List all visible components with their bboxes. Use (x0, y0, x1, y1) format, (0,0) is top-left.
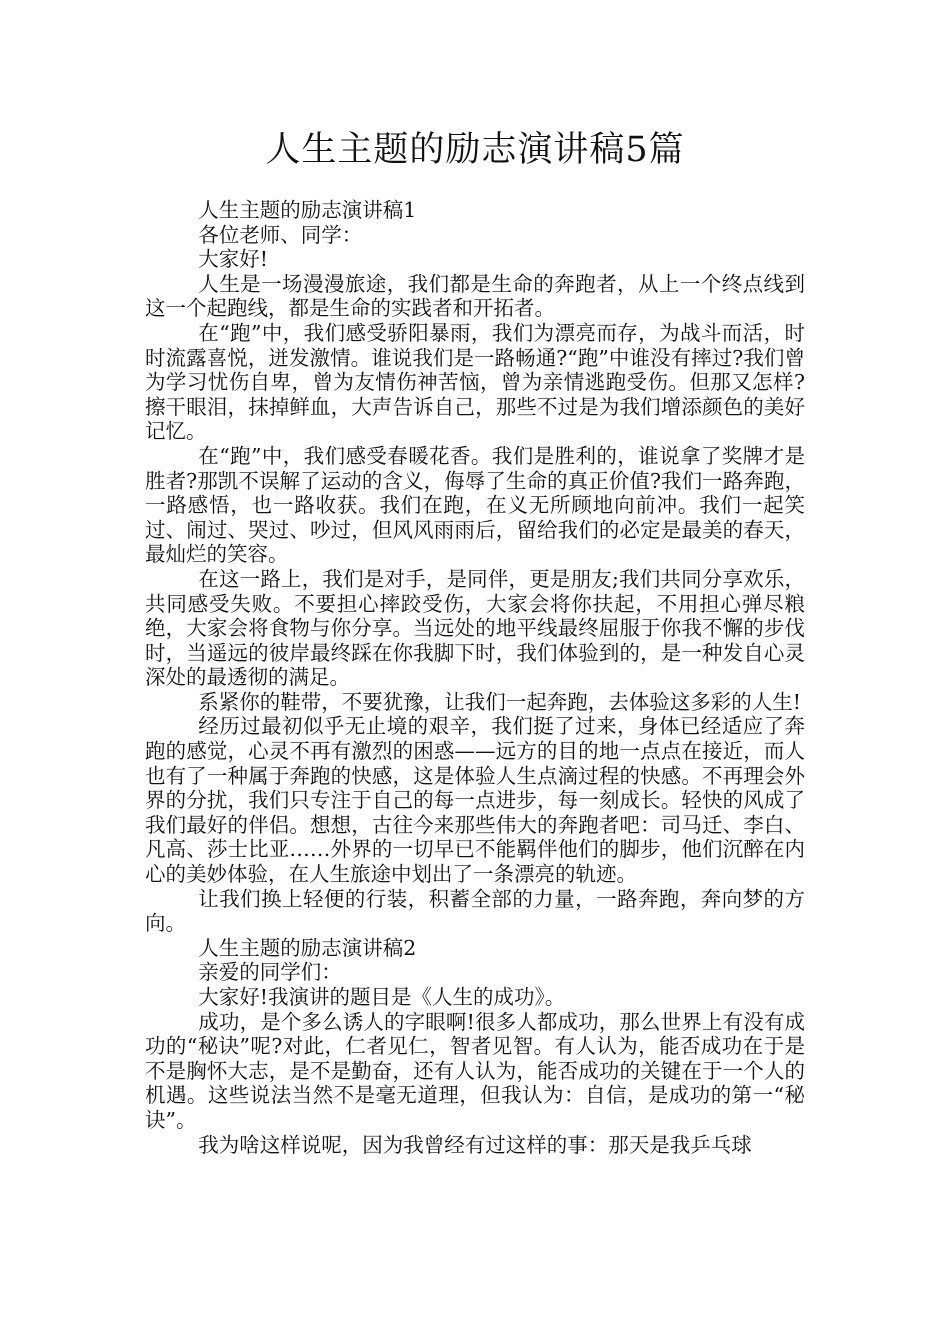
section-heading-1: 人生主题的励志演讲稿1 (198, 198, 417, 222)
greeting: 大家好! (198, 247, 269, 272)
body-paragraph: 让我们换上轻便的行装，积蓄全部的力量，一路奔跑，奔向梦的方向。 (145, 886, 805, 936)
body-paragraph: 在这一路上，我们是对手，是同伴，更是朋友;我们共同分享欢乐，共同感受失败。不要担心摔跤受伤，大家会将你扶起，不用担心弹尽粮绝，大家会将食物与你分享。当远处的地平线最终屈服于你我不懈的步伐时，当遥远的彼岸最终踩在你我脚下时，我们体验到的，是一种发自心灵深处的最透彻的满足。 (145, 566, 805, 690)
body-paragraph: 在“跑”中，我们感受春暖花香。我们是胜利的，谁说拿了奖牌才是胜者?那凯不误解了运动的含义，侮辱了生命的真正价值?我们一路奔跑，一路感悟，也一路收获。我们在跑，在义无所顾地向前冲。我们一起笑过、闹过、哭过、吵过，但风风雨雨后，留给我们的必定是最美的春天，最灿烂的笑容。 (145, 443, 805, 567)
section-heading-2: 人生主题的励志演讲稿2 (198, 935, 417, 960)
body-paragraph: 我为啥这样说呢，因为我曾经有过这样的事：那天是我乒乓球 (198, 1132, 752, 1157)
document-body (145, 198, 805, 1157)
greeting: 大家好!我演讲的题目是《人生的成功》。 (198, 985, 566, 1009)
salutation: 各位老师、同学： (198, 222, 363, 247)
body-paragraph: 经历过最初似乎无止境的艰辛，我们挺了过来，身体已经适应了奔跑的感觉，心灵不再有激烈的困惑——远方的目的地一点点在接近，而人也有了一种属于奔跑的快感，这是体验人生点滴过程的快感。不再理会外界的分扰，我们只专注于自己的每一点进步，每一刻成长。轻快的风成了我们最好的伴侣。想想，古往今来那些伟大的奔跑者吧：司马迁、李白、凡高、莎士比亚……外界的一切早已不能羁伴他们的脚步，他们沉醉在内心的美妙体验，在人生旅途中划出了一条漂亮的轨迹。 (145, 714, 805, 887)
body-paragraph: 在“跑”中，我们感受骄阳暴雨，我们为漂亮而存，为战斗而活，时时流露喜悦，迸发激情。谁说我们是一路畅通?“跑”中谁没有摔过?我们曾为学习忧伤自卑，曾为友情伤神苦恼，曾为亲情逃跑受伤。但那又怎样?擦干眼泪，抹掉鲜血，大声告诉自己，那些不过是为我们增添颜色的美好记忆。 (145, 320, 805, 444)
salutation: 亲爱的同学们： (198, 960, 342, 985)
body-paragraph: 成功，是个多么诱人的字眼啊!很多人都成功，那么世界上有没有成功的“秘诀”呢?对此，仁者见仁，智者见智。有人认为，能否成功在于是不是胸怀大志，是不是勤奋，还有人认为，能否成功的关键在于一个人的机遇。这些说法当然不是毫无道理，但我认为：自信，是成功的第一“秘诀”。 (145, 1009, 805, 1132)
body-paragraph: 人生是一场漫漫旅途，我们都是生命的奔跑者，从上一个终点线到这一个起跑线，都是生命的实践者和开拓者。 (145, 271, 805, 321)
body-paragraph: 系紧你的鞋带，不要犹豫，让我们一起奔跑，去体验这多彩的人生! (198, 689, 802, 714)
document-title: 人生主题的励志演讲稿5篇 (265, 130, 685, 170)
